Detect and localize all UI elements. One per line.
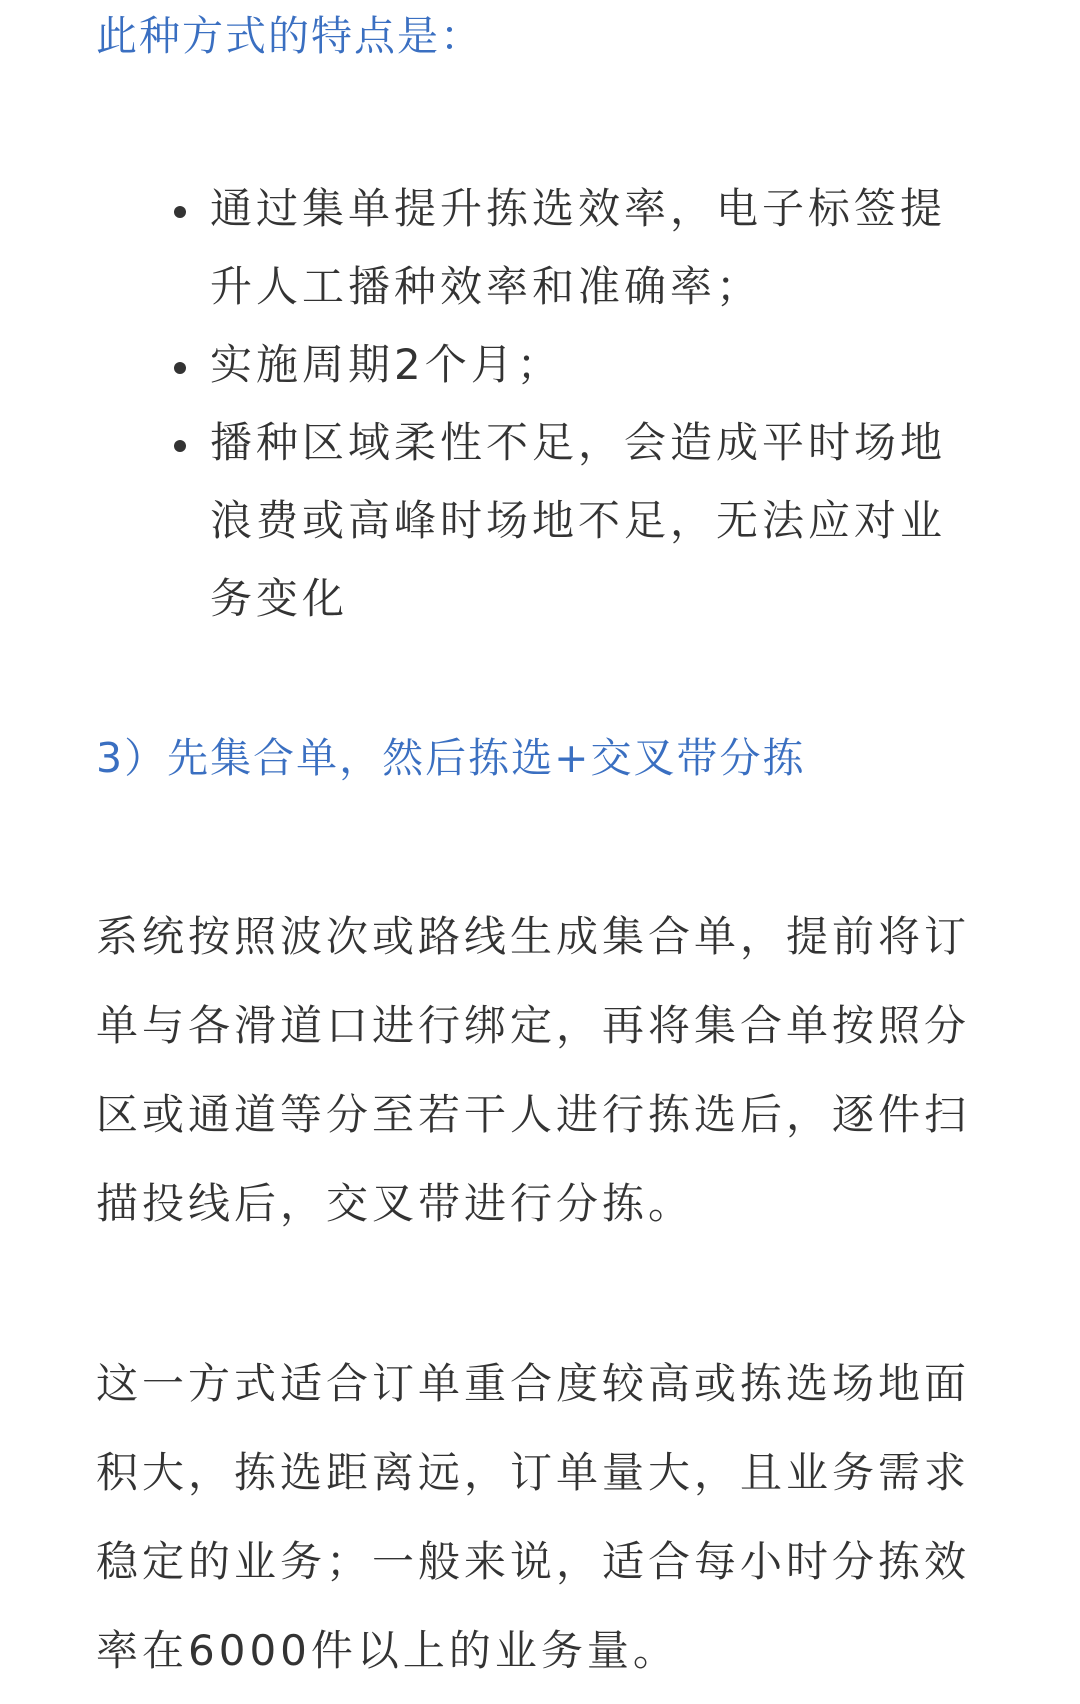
- list-item-text: 实施周期2个月；: [210, 340, 563, 389]
- bullet-dot-icon: [174, 362, 186, 374]
- section-3-heading: 3）先集合单，然后拣选+交叉带分拣: [96, 734, 806, 782]
- list-item-text: 播种区域柔性不足，会造成平时场地浪费或高峰时场地不足，无法应对业务变化: [210, 418, 947, 623]
- body-paragraph: 系统按照波次或路线生成集合单，提前将订单与各滑道口进行绑定，再将集合单按照分区或通道等分至若干人进行拣选后，逐件扫描投线后，交叉带进行分拣。: [96, 912, 971, 1228]
- features-heading: 此种方式的特点是：: [96, 12, 483, 60]
- bullet-dot-icon: [174, 440, 186, 452]
- list-item-text: 通过集单提升拣选效率，电子标签提升人工播种效率和准确率；: [210, 184, 947, 311]
- body-paragraph: 这一方式适合订单重合度较高或拣选场地面积大，拣选距离远，订单量大，且业务需求稳定的业务；一般来说，适合每小时分拣效率在6000件以上的业务量。: [96, 1359, 971, 1675]
- bullet-dot-icon: [174, 206, 186, 218]
